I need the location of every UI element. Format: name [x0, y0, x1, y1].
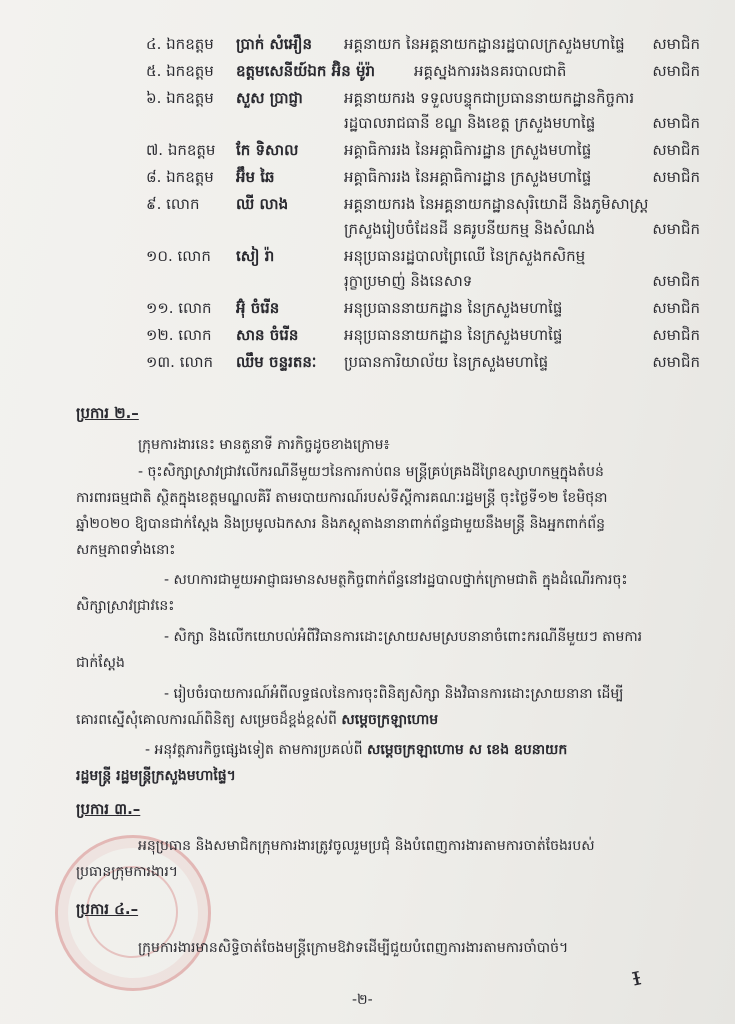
member-name: ប្រាក់ សំអឿន: [236, 35, 313, 53]
member-number: ១២. លោក: [146, 326, 212, 344]
member-row: [146, 350, 706, 377]
member-name: កែ ទិសាល: [236, 141, 299, 159]
member-role: សមាជិក: [652, 220, 700, 238]
member-role: សមាជិក: [652, 62, 700, 80]
article-3-heading: ប្រការ ៣.–: [76, 800, 141, 818]
article-3-text-cont: ប្រធានក្រុមការងារ។: [76, 864, 178, 880]
initial-mark: ᵻ: [628, 961, 644, 993]
member-number: ១៣. លោក: [146, 353, 214, 371]
member-position: អគ្គាធិការរង នៃអគ្គាធិការដ្ឋាន ក្រសួងមហាផ្ទៃ: [344, 168, 592, 186]
member-role: សមាជិក: [652, 35, 700, 53]
member-number: ៤. ឯកឧត្តម: [146, 35, 214, 53]
article-4-text: ក្រុមការងារមានសិទ្ធិចាត់ចែងមន្ត្រីក្រោមឱវាទដើម្បីជួយបំពេញការងារតាមការចាំបាច់។: [138, 940, 569, 956]
member-row: [146, 86, 706, 138]
member-name: ឈឹម ចន្ទរតនៈ: [236, 353, 317, 371]
member-role: សមាជិក: [652, 168, 700, 186]
article-2-item-4-cont: [76, 707, 438, 733]
article-2-item-4: - រៀបចំរបាយការណ៍អំពីលទ្ធផលនៃការចុះពិនិត្យសិក្សា និងវិធានការដោះស្រាយនានា ដើម្បី: [164, 686, 624, 702]
member-position: អនុប្រធាននាយកដ្ឋាន នៃក្រសួងមហាផ្ទៃ: [344, 299, 563, 317]
member-row: [146, 32, 706, 59]
item-line: ឆ្នាំ២០២០ ឱ្យបានជាក់ស្តែង និងប្រមូលឯកសារ និងភស្តុតាងនានាពាក់ព័ន្ធជាមួយនឹងមន្ត្រី និងអ្នកពាក់ព័ន្ធ: [76, 516, 605, 532]
member-position-cont: ក្រសួងរៀបចំដែនដី នគរូបនីយកម្ម និងសំណង់: [344, 220, 596, 238]
item-line: សកម្មភាពទាំងនោះ: [76, 542, 176, 558]
item-line: ការពារធម្មជាតិ ស្ថិតក្នុងខេត្តមណ្ឌលគិរី តាមរបាយការណ៍របស់ទីស្តីការគណៈរដ្ឋមន្ត្រី ចុះថ្ងៃទី១២ ខែមិថុនា: [76, 490, 608, 506]
member-number: ៥. ឯកឧត្តម: [146, 62, 214, 80]
article-2-item-5-cont: [76, 763, 236, 789]
article-2-item-3: - សិក្សា និងលើកយោបល់អំពីវិធានការដោះស្រាយសមស្របនានាចំពោះករណីនីមួយៗ តាមការ: [164, 629, 643, 645]
member-position: អគ្គស្នងការរងនគរបាលជាតិ: [414, 62, 567, 80]
member-row: [146, 244, 706, 296]
emphasis-title: រដ្ឋមន្ត្រី រដ្ឋមន្ត្រីក្រសួងមហាផ្ទៃ។: [76, 768, 236, 784]
member-name: អ៊ុំ ចំរើន: [236, 299, 280, 317]
article-3-text: អនុប្រធាន និងសមាជិកក្រុមការងារត្រូវចូលរួមប្រជុំ និងបំពេញការងារតាមការចាត់ចែងរបស់: [138, 838, 595, 854]
member-position: អនុប្រធាននាយកដ្ឋាន នៃក្រសួងមហាផ្ទៃ: [344, 326, 563, 344]
emphasis-name: សម្តេចក្រឡាហោម: [341, 712, 439, 728]
member-name: ឧត្តមសេនីយ៍ឯក អ៊ិន ម៉ូរ៉ា: [236, 62, 375, 80]
member-name: សៀ រ៉ា: [236, 247, 275, 265]
emphasis-name: សម្តេចក្រឡាហោម ស ខេង ឧបនាយក: [366, 742, 568, 758]
member-position: អគ្គនាយក នៃអគ្គនាយកដ្ឋានរដ្ឋបាលក្រសួងមហាផ្ទៃ: [344, 35, 625, 53]
member-role: សមាជិក: [652, 141, 700, 159]
member-position: អគ្គាធិការរង នៃអគ្គាធិការដ្ឋាន ក្រសួងមហាផ្ទៃ: [344, 141, 592, 159]
item-line: - អនុវត្តភារកិច្ចផ្សេងទៀត តាមការប្រគល់ពី: [145, 742, 367, 758]
member-number: ១០. លោក: [146, 247, 211, 265]
member-position-cont: រដ្ឋបាលរាជធានី ខណ្ឌ និងខេត្ត ក្រសួងមហាផ្ទៃ: [344, 114, 596, 132]
member-role: សមាជិក: [652, 353, 700, 371]
article-2-item-1-cont: [76, 485, 708, 563]
member-position-cont: រុក្ខាប្រមាញ់ និងនេសាទ: [344, 272, 473, 290]
article-2-item-3-cont: ជាក់ស្តែង: [76, 655, 125, 671]
member-position: អគ្គនាយករង នៃអគ្គនាយកដ្ឋានសុរិយោដី និងភូមិសាស្ត្រ: [344, 195, 649, 213]
member-number: ៦. ឯកឧត្តម: [146, 89, 214, 107]
member-role: សមាជិក: [652, 272, 700, 290]
article-2-heading: ប្រការ ២.–: [76, 404, 139, 422]
member-row: [146, 138, 706, 165]
member-row: [146, 192, 706, 244]
member-number: ៧. ឯកឧត្តម: [146, 141, 216, 159]
article-2-item-1: [138, 459, 708, 485]
item-line: គោរពស្នើសុំគោលការណ៍ពិនិត្យ សម្រេចដ៏ខ្ពង់ខ្ពស់ពី: [76, 712, 342, 728]
member-number: ៨. ឯកឧត្តម: [146, 168, 214, 186]
page-number: -២-: [352, 992, 373, 1008]
article-2-item-2: - សហការជាមួយអាជ្ញាធរមានសមត្ថកិច្ចពាក់ព័ន្ធនៅរដ្ឋបាលថ្នាក់ក្រោមជាតិ ក្នុងដំណើរការចុះ: [164, 572, 628, 588]
member-position: ប្រធានការិយាល័យ នៃក្រសួងមហាផ្ទៃ: [344, 353, 549, 371]
member-row: [146, 165, 706, 192]
member-name: អ៊ឹម ឆៃ: [236, 168, 275, 186]
article-4-heading: ប្រការ ៤.–: [76, 900, 139, 918]
member-position: អគ្គនាយករង ទទួលបន្ទុកជាប្រធាននាយកដ្ឋានកិច្ចការ: [344, 89, 635, 107]
member-number: ៩. លោក: [146, 195, 200, 213]
member-role: សមាជិក: [652, 114, 700, 132]
member-list: [146, 32, 706, 377]
article-2-item-5: [145, 737, 567, 763]
article-2-item-2-cont: សិក្សាស្រាវជ្រាវនេះ: [76, 598, 175, 614]
member-row: [146, 59, 706, 86]
member-row: [146, 296, 706, 323]
member-position: អនុប្រធានរដ្ឋបាលព្រៃឈើ នៃក្រសួងកសិកម្ម: [344, 247, 586, 265]
member-name: ឈី លាង: [236, 195, 289, 213]
member-name: សាន ចំរើន: [236, 326, 299, 344]
member-row: [146, 323, 706, 350]
member-role: សមាជិក: [652, 326, 700, 344]
article-2-intro: ក្រុមការងារនេះ មានតួនាទី ភារកិច្ចដូចខាងក្រោម៖: [138, 437, 390, 453]
member-role: សមាជិក: [652, 299, 700, 317]
member-name: សួស ប្រាជ្ញា: [236, 89, 303, 107]
item-line: - ចុះសិក្សាស្រាវជ្រាវលើករណីនីមួយៗនៃការកាប់ពន មន្ត្រីគ្រប់គ្រងដីព្រៃឧស្សាហកម្មក្នុងតំបន់: [138, 464, 604, 480]
member-number: ១១. លោក: [146, 299, 212, 317]
